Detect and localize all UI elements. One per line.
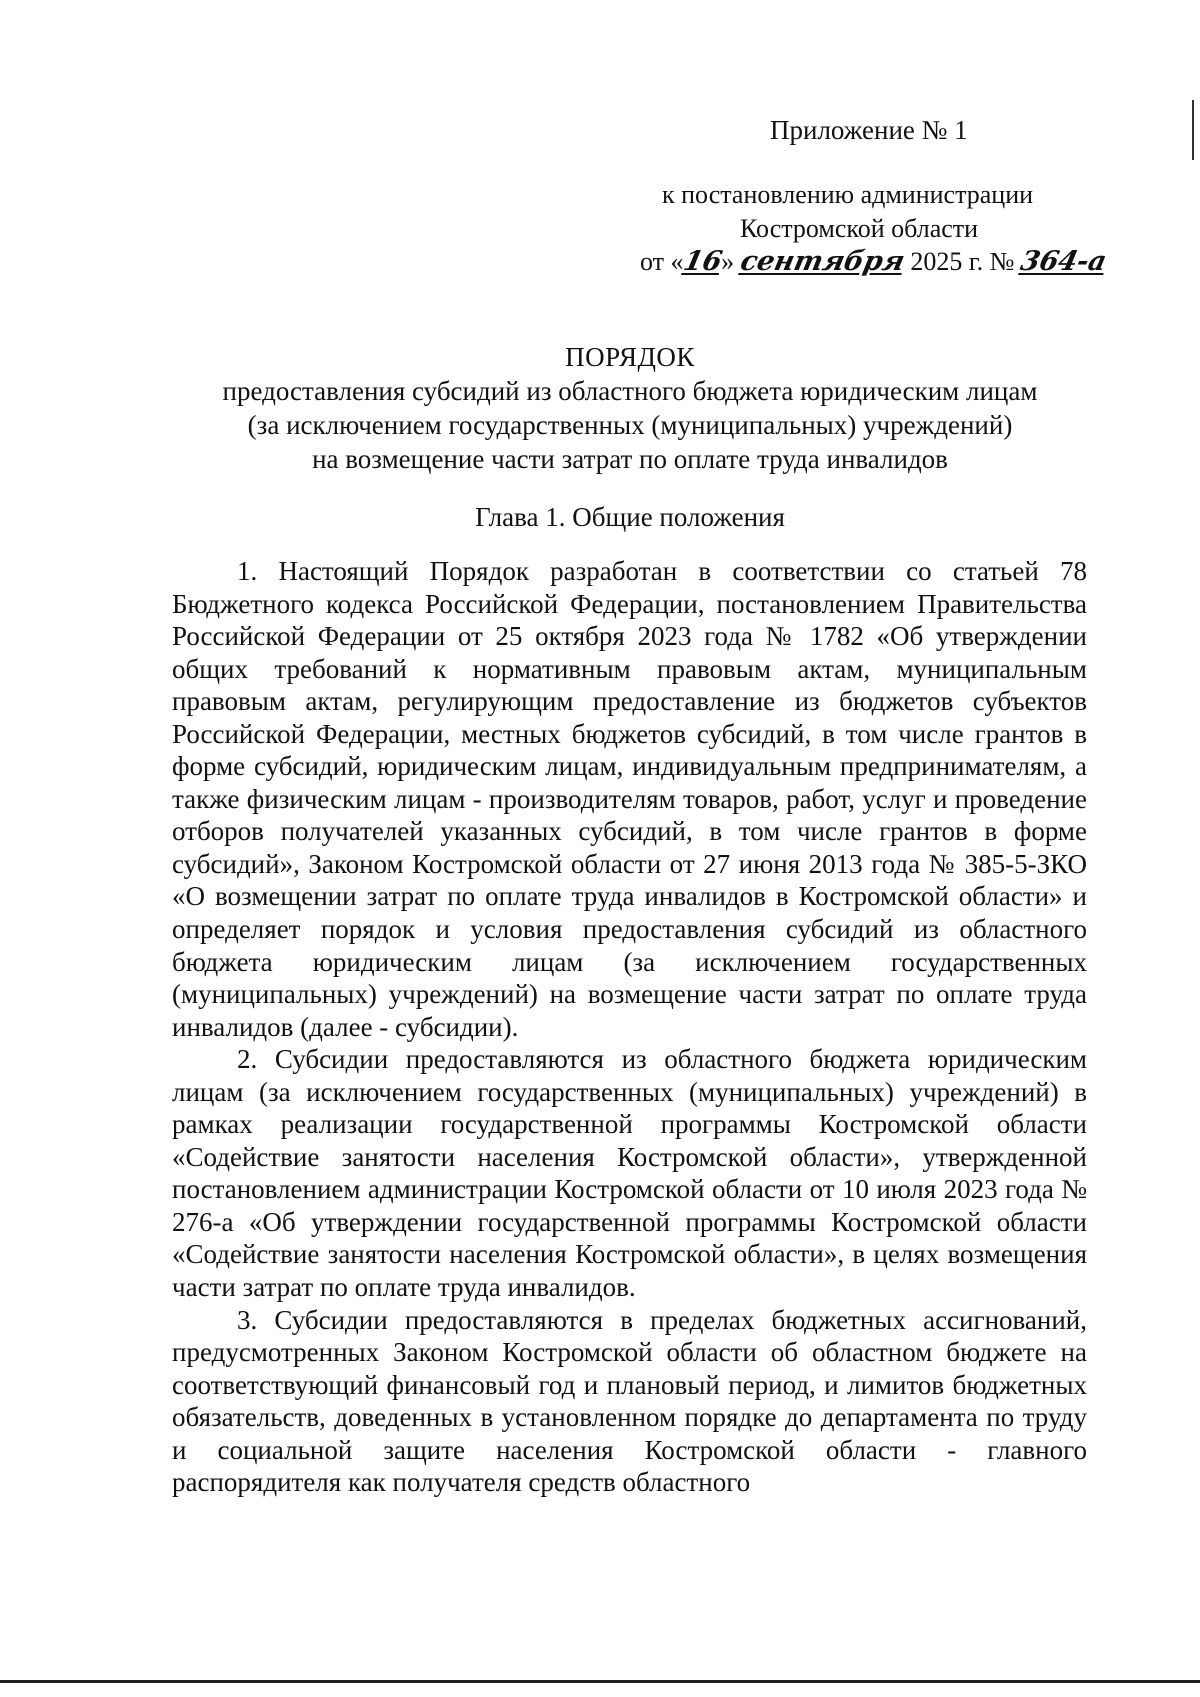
- date-mid: »: [721, 247, 741, 276]
- handwritten-day: 16: [680, 246, 725, 277]
- document-subtitle: [170, 374, 1090, 476]
- date-year: 2025 г. №: [903, 247, 1021, 276]
- document-heading: ПОРЯДОК: [565, 342, 695, 372]
- scan-edge-right: [1192, 100, 1194, 160]
- scan-edge-bottom: [0, 1680, 1200, 1683]
- paragraph-3: 3. Субсидии предоставляются в пределах бюджетных ассигнований, предусмотренных Законом Костромской области об областном бюджете на соответствующий финансовый год и плановый период, и лимитов бюджетных обязательств, доведенных в установленном порядке до департамента по труду и социальной защите населения Костромской области - главного распорядителя как получателя средств областного: [172, 1304, 1087, 1498]
- handwritten-number: 364-а: [1017, 246, 1110, 277]
- paragraph-1: 1. Настоящий Порядок разработан в соответствии со статьей 78 Бюджетного кодекса Российской Федерации, постановлением Правительства Российской Федерации от 25 октября 2023 года № 1782 «Об утверждении общих требований к нормативным правовым актам, муниципальным правовым актам, регулирующим предоставление из бюджетов субъектов Российской Федерации, местных бюджетов субсидий, в том числе грантов в форме субсидий, юридическим лицам, индивидуальным предпринимателям, а также физическим лицам - производителям товаров, работ, услуг и проведение отборов получателей указанных субсидий, в том числе грантов в форме субсидий», Законом Костромской области от 27 июня 2013 года № 385-5-ЗКО «О возмещении затрат по оплате труда инвалидов в Костромской области» и определяет порядок и условия предоставления субсидий из областного бюджета юридическим лицам (за исключением государственных (муниципальных) учреждений) на возмещение части затрат по оплате труда инвалидов (далее - субсидии).: [172, 556, 1087, 1042]
- paragraph-2: 2. Субсидии предоставляются из областного бюджета юридическим лицам (за исключением государственных (муниципальных) учреждений) в рамках реализации государственной программы Костромской области «Содействие занятости населения Костромской области», утвержденной постановлением администрации Костромской области от 10 июля 2023 года № 276-а «Об утверждении государственной программы Костромской области «Содействие занятости населения Костромской области», в целях возмещения части затрат по оплате труда инвалидов.: [172, 1044, 1087, 1303]
- subtitle-line-2: (за исключением государственных (муниципальных) учреждений): [247, 410, 1013, 440]
- handwritten-month: сентября: [737, 246, 908, 277]
- chapter-heading: Глава 1. Общие положения: [475, 502, 785, 532]
- appendix-line-2: Костромской области: [740, 214, 979, 243]
- document-body: [172, 555, 1087, 1499]
- appendix-title: Приложение № 1: [770, 115, 968, 145]
- subtitle-line-1: предоставления субсидий из областного бюджета юридическим лицам: [222, 376, 1038, 406]
- subtitle-line-3: на возмещение части затрат по оплате труда инвалидов: [312, 444, 948, 474]
- appendix-line-1: к постановлению администрации: [662, 180, 1034, 209]
- appendix-date-line: [640, 246, 1110, 277]
- date-prefix: от «: [640, 247, 684, 276]
